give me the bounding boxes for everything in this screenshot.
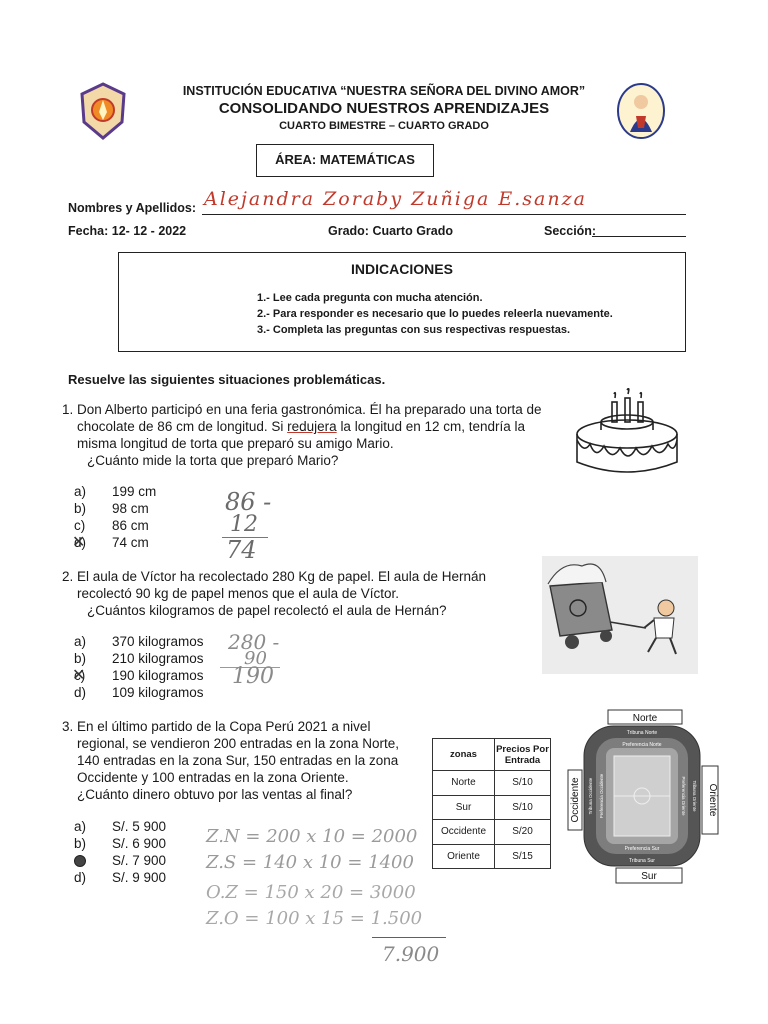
question-3 (62, 718, 399, 803)
instruction-text: Resuelve las siguientes situaciones problemáticas. (68, 372, 386, 387)
preferencia-norte-label: Preferencia Norte (622, 742, 662, 748)
question-2 (62, 568, 486, 619)
question-line: regional, se vendieron 200 entradas en la zona Norte, (77, 736, 399, 751)
name-label: Nombres y Apellidos: (68, 201, 197, 215)
indication-item: 1.- Lee cada pregunta con mucha atención. (257, 292, 483, 304)
option-d[interactable]: d) 109 kilogramos (74, 685, 204, 700)
q3-work-line: Z.N = 200 x 10 = 2000 (206, 826, 418, 847)
q1-work-result: 74 (226, 536, 257, 564)
q1-work-line: 12 (230, 512, 258, 537)
stadium-north-label: Norte (632, 713, 658, 724)
filled-circle-icon (74, 855, 86, 867)
tribuna-sur-label: Tribuna Sur (629, 858, 655, 864)
indication-item: 2.- Para responder es necesario que lo puedes releerla nuevamente. (257, 308, 613, 320)
option-c[interactable]: c) 86 cm (74, 518, 149, 533)
underlined-word: redujera (287, 419, 337, 434)
option-d[interactable]: d) S/. 9 900 (74, 870, 167, 885)
preferencia-occidente-label: Preferencia Occidente (599, 773, 604, 819)
table-header: Precios Por Entrada (495, 739, 551, 771)
option-b[interactable]: b) S/. 6 900 (74, 836, 167, 851)
option-c-selected[interactable]: S/. 7 900 (74, 853, 224, 868)
table-header: zonas (433, 739, 495, 771)
cake-illustration (572, 388, 682, 480)
section-line[interactable] (592, 236, 686, 237)
prices-table (432, 738, 551, 869)
preferencia-oriente-label: Preferencia Oriente (681, 776, 686, 816)
q3-work-line: O.Z = 150 x 20 = 3000 (206, 882, 416, 903)
q3-work-rule (372, 937, 446, 938)
question-line: 2. El aula de Víctor ha recolectado 280 Kg de papel. El aula de Hernán (62, 569, 487, 584)
indication-item: 3.- Completa las preguntas con sus respectivas respuestas. (257, 324, 571, 336)
table-row: Sur S/10 (433, 795, 551, 820)
document-subtitle: CUARTO BIMESTRE – CUARTO GRADO (279, 120, 489, 132)
question-line: misma longitud de torta que preparó su amigo Mario. (77, 436, 394, 451)
stadium-west-label: Occidente (570, 777, 581, 823)
grade-label: Grado: Cuarto Grado (328, 224, 454, 238)
option-d-selected[interactable]: d) ✕ 74 cm (74, 535, 274, 550)
stadium-east-label: Oriente (707, 783, 718, 817)
question-line: ¿Cuánto dinero obtuvo por las ventas al final? (77, 787, 353, 802)
paper-cart-illustration (542, 556, 698, 674)
q1-work-line: 86 - (225, 488, 272, 516)
section-label: Sección: (544, 224, 597, 238)
school-name: INSTITUCIÓN EDUCATIVA “NUESTRA SEÑORA DEL DIVINO AMOR” (182, 84, 586, 98)
name-handwritten[interactable]: Alejandra Zoraby Zuñiga E.sanza (204, 188, 587, 210)
table-row: Norte S/10 (433, 771, 551, 796)
option-b[interactable]: b) 210 kilogramos (74, 651, 204, 666)
q2-work-line: 280 - (228, 630, 280, 654)
date-label: Fecha: 12- 12 - 2022 (68, 224, 187, 238)
question-line: Occidente y 100 entradas en la zona Oriente. (77, 770, 349, 785)
indications-box (118, 252, 686, 352)
q2-work-result: 190 (232, 664, 274, 689)
tribuna-oriente-label: Tribuna Oriente (692, 780, 697, 812)
option-c-selected[interactable]: c) ✕ 190 kilogramos (74, 668, 294, 683)
area-box: ÁREA: MATEMÁTICAS (256, 144, 434, 177)
option-b[interactable]: b) 98 cm (74, 501, 149, 516)
question-line: 1. Don Alberto participó en una feria gastronómica. Él ha preparado una torta de (62, 402, 542, 417)
option-a[interactable]: a) S/. 5 900 (74, 819, 167, 834)
q3-work-result: 7.900 (382, 942, 440, 966)
question-1 (62, 401, 542, 469)
table-row: Oriente S/15 (433, 844, 551, 869)
tribuna-norte-label: Tribuna Norte (626, 730, 658, 736)
indications-title: INDICACIONES (351, 261, 453, 277)
question-line: ¿Cuántos kilogramos de papel recolectó el aula de Hernán? (87, 603, 447, 618)
q2-work-line: 90 (244, 648, 267, 669)
q3-work-line: Z.O = 100 x 15 = 1.500 (206, 908, 423, 929)
document-title: CONSOLIDANDO NUESTROS APRENDIZAJES (218, 100, 550, 117)
option-a[interactable]: a) 370 kilogramos (74, 634, 204, 649)
question-line: 140 entradas en la zona Sur, 150 entradas en la zona (77, 753, 399, 768)
option-a[interactable]: a) 199 cm (74, 484, 157, 499)
question-line: recolectó 90 kg de papel menos que el aula de Víctor. (77, 586, 399, 601)
question-line: 3. En el último partido de la Copa Perú 2021 a nivel (62, 719, 371, 734)
name-line (202, 214, 686, 215)
stadium-diagram (562, 708, 722, 886)
preferencia-sur-label: Preferencia Sur (624, 846, 660, 852)
tribuna-occidente-label: Tribuna Occidente (588, 777, 593, 815)
stadium-south-label: Sur (641, 871, 657, 882)
question-line: ¿Cuánto mide la torta que preparó Mario? (87, 453, 339, 468)
q3-work-line: Z.S = 140 x 10 = 1400 (206, 852, 414, 873)
table-row: Occidente S/20 (433, 820, 551, 845)
question-line: chocolate de 86 cm de longitud. Si redujera la longitud en 12 cm, tendría la (77, 419, 526, 434)
